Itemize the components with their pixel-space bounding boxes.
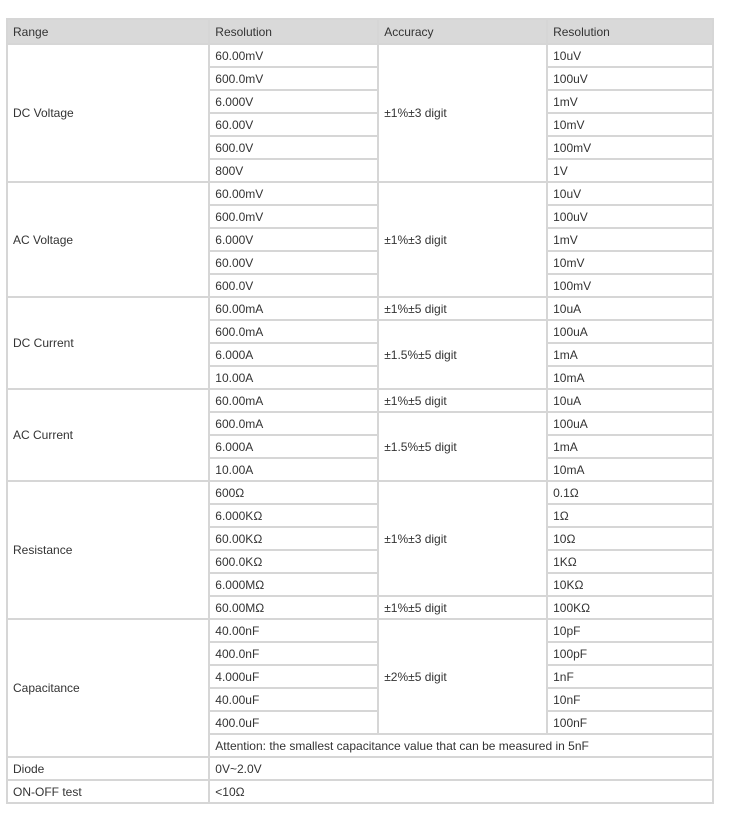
resolution-cell: 10mA — [548, 459, 712, 480]
resolution-cell: 1V — [548, 160, 712, 181]
accuracy-cell: ±2%±5 digit — [379, 620, 546, 733]
resolution-cell: 10mA — [548, 367, 712, 388]
range-cell: 800V — [210, 160, 377, 181]
resolution-cell: 1mA — [548, 436, 712, 457]
resolution-cell: 100KΩ — [548, 597, 712, 618]
table-row — [8, 183, 712, 204]
range-cell: 60.00mA — [210, 298, 377, 319]
resolution-cell: 100pF — [548, 643, 712, 664]
range-cell: 600.0V — [210, 275, 377, 296]
function-name-cell: Capacitance — [8, 620, 208, 756]
function-name-cell: DC Voltage — [8, 45, 208, 181]
resolution-cell: 100mV — [548, 275, 712, 296]
accuracy-cell: ±1%±5 digit — [379, 298, 546, 319]
table-row — [8, 45, 712, 66]
range-cell: 6.000A — [210, 436, 377, 457]
table-row — [8, 781, 712, 802]
function-name-cell: Resistance — [8, 482, 208, 618]
range-cell: 600.0KΩ — [210, 551, 377, 572]
header-row — [8, 20, 712, 43]
spec-table — [6, 18, 714, 804]
range-cell: 10.00A — [210, 367, 377, 388]
table-row — [8, 482, 712, 503]
value-cell: <10Ω — [210, 781, 712, 802]
resolution-cell: 1Ω — [548, 505, 712, 526]
resolution-cell: 0.1Ω — [548, 482, 712, 503]
resolution-cell: 10nF — [548, 689, 712, 710]
range-cell: 400.0nF — [210, 643, 377, 664]
accuracy-cell: ±1%±3 digit — [379, 45, 546, 181]
function-name-cell: ON-OFF test — [8, 781, 208, 802]
resolution-cell: 10KΩ — [548, 574, 712, 595]
accuracy-cell: ±1.5%±5 digit — [379, 413, 546, 480]
resolution-cell: 100uV — [548, 206, 712, 227]
value-cell: 0V~2.0V — [210, 758, 712, 779]
range-cell: 60.00mA — [210, 390, 377, 411]
header-accuracy: Accuracy — [379, 20, 546, 43]
range-cell: 600Ω — [210, 482, 377, 503]
range-cell: 60.00mV — [210, 183, 377, 204]
resolution-cell: 1KΩ — [548, 551, 712, 572]
resolution-cell: 10mV — [548, 252, 712, 273]
function-name-cell: AC Current — [8, 390, 208, 480]
resolution-cell: 1mV — [548, 229, 712, 250]
range-cell: 6.000MΩ — [210, 574, 377, 595]
table-row — [8, 620, 712, 641]
table-row — [8, 758, 712, 779]
function-name-cell: Diode — [8, 758, 208, 779]
resolution-cell: 100mV — [548, 137, 712, 158]
resolution-cell: 10mV — [548, 114, 712, 135]
range-cell: 600.0V — [210, 137, 377, 158]
range-cell: 40.00uF — [210, 689, 377, 710]
range-cell: 6.000V — [210, 229, 377, 250]
range-cell: 6.000V — [210, 91, 377, 112]
resolution-cell: 100uV — [548, 68, 712, 89]
header-resolution: Resolution — [210, 20, 377, 43]
range-cell: 60.00V — [210, 252, 377, 273]
resolution-cell: 100nF — [548, 712, 712, 733]
note-cell: Attention: the smallest capacitance value that can be measured in 5nF — [210, 735, 712, 756]
spec-body — [8, 45, 712, 802]
range-cell: 60.00V — [210, 114, 377, 135]
accuracy-cell: ±1%±5 digit — [379, 390, 546, 411]
resolution-cell: 1mA — [548, 344, 712, 365]
range-cell: 60.00mV — [210, 45, 377, 66]
resolution-cell: 10Ω — [548, 528, 712, 549]
accuracy-cell: ±1%±3 digit — [379, 183, 546, 296]
range-cell: 40.00nF — [210, 620, 377, 641]
range-cell: 10.00A — [210, 459, 377, 480]
range-cell: 600.0mV — [210, 68, 377, 89]
range-cell: 600.0mA — [210, 413, 377, 434]
accuracy-cell: ±1.5%±5 digit — [379, 321, 546, 388]
table-row — [8, 298, 712, 319]
resolution-cell: 1nF — [548, 666, 712, 687]
range-cell: 60.00KΩ — [210, 528, 377, 549]
accuracy-cell: ±1%±5 digit — [379, 597, 546, 618]
range-cell: 60.00MΩ — [210, 597, 377, 618]
range-cell: 600.0mA — [210, 321, 377, 342]
resolution-cell: 10uV — [548, 183, 712, 204]
range-cell: 4.000uF — [210, 666, 377, 687]
range-cell: 6.000KΩ — [210, 505, 377, 526]
table-row — [8, 390, 712, 411]
header-range: Range — [8, 20, 208, 43]
resolution-cell: 10pF — [548, 620, 712, 641]
resolution-cell: 1mV — [548, 91, 712, 112]
resolution-cell: 100uA — [548, 413, 712, 434]
range-cell: 400.0uF — [210, 712, 377, 733]
resolution-cell: 10uV — [548, 45, 712, 66]
resolution-cell: 10uA — [548, 390, 712, 411]
range-cell: 600.0mV — [210, 206, 377, 227]
header-resolution-2: Resolution — [548, 20, 712, 43]
resolution-cell: 100uA — [548, 321, 712, 342]
function-name-cell: DC Current — [8, 298, 208, 388]
accuracy-cell: ±1%±3 digit — [379, 482, 546, 595]
range-cell: 6.000A — [210, 344, 377, 365]
resolution-cell: 10uA — [548, 298, 712, 319]
function-name-cell: AC Voltage — [8, 183, 208, 296]
